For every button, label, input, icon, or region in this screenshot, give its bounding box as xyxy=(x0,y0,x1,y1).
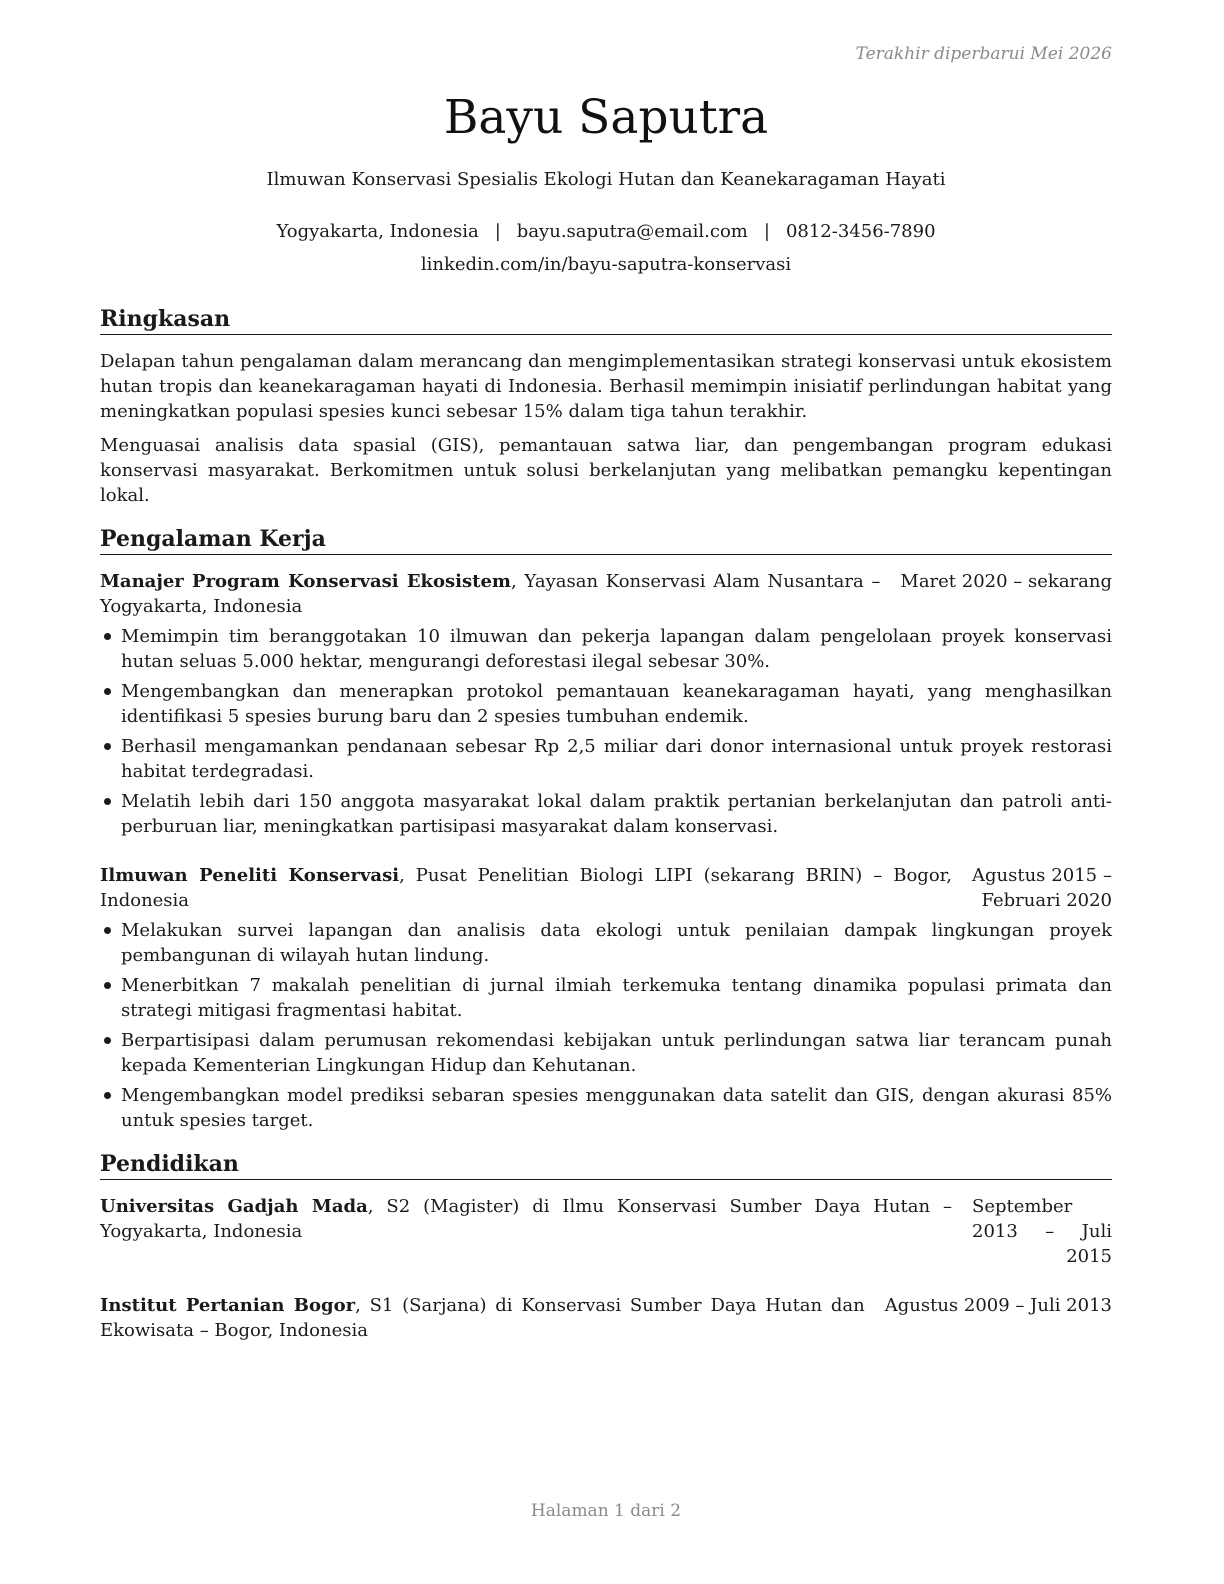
contact-separator: | xyxy=(763,221,770,242)
education-section xyxy=(100,1149,1112,1343)
job-bullet: Berhasil mengamankan pendanaan sebesar Rp 2,5 miliar dari donor internasional untuk proyek restorasi habitat terdegradasi. xyxy=(100,734,1112,784)
candidate-tagline: Ilmuwan Konservasi Spesialis Ekologi Hutan dan Keanekaragaman Hayati xyxy=(266,169,946,190)
job-organization: , Yayasan Konservasi Alam Nusantara – Yogyakarta, Indonesia xyxy=(100,571,881,617)
contact-line xyxy=(100,219,1112,245)
contact-location: Yogyakarta, Indonesia xyxy=(276,221,479,242)
job-organization: , Pusat Penelitian Biologi LIPI (sekarang BRIN) – Bogor, Indonesia xyxy=(100,865,952,911)
candidate-name: Bayu Saputra xyxy=(443,90,769,145)
job-bullet: Melatih lebih dari 150 anggota masyarakat lokal dalam praktik pertanian berkelanjutan dan patroli anti-perburuan liar, meningkatkan partisipasi masyarakat dalam konservasi. xyxy=(100,789,1112,839)
contact-separator: | xyxy=(494,221,501,242)
job-bullet: Menerbitkan 7 makalah penelitian di jurnal ilmiah terkemuka tentang dinamika populasi primata dan strategi mitigasi fragmentasi habitat. xyxy=(100,973,1112,1023)
job-bullet: Mengembangkan model prediksi sebaran spesies menggunakan data satelit dan GIS, dengan akurasi 85% untuk spesies target. xyxy=(100,1083,1112,1133)
job-title-line xyxy=(100,863,972,913)
job-header xyxy=(100,863,1112,913)
education-entry xyxy=(100,1194,1112,1269)
school-name: Institut Pertanian Bogor xyxy=(100,1295,356,1316)
job-role: Manajer Program Konservasi Ekosistem xyxy=(100,571,511,592)
education-header xyxy=(100,1293,1112,1343)
school-detail: , S2 (Magister) di Ilmu Konservasi Sumber Daya Hutan – Yogyakarta, Indonesia xyxy=(100,1196,952,1242)
job-bullet: Berpartisipasi dalam perumusan rekomendasi kebijakan untuk perlindungan satwa liar terancam punah kepada Kementerian Lingkungan Hidup dan Kehutanan. xyxy=(100,1028,1112,1078)
summary-heading: Ringkasan xyxy=(100,304,1112,335)
contact-phone: 0812-3456-7890 xyxy=(785,221,936,242)
job-bullet: Mengembangkan dan menerapkan protokol pemantauan keanekaragaman hayati, yang menghasilkan identifikasi 5 spesies burung baru dan 2 spesies tumbuhan endemik. xyxy=(100,679,1112,729)
page-number: Halaman 1 dari 2 xyxy=(530,1501,682,1521)
summary-paragraph: Menguasai analisis data spasial (GIS), pemantauan satwa liar, dan pengembangan program edukasi konservasi masyarakat. Berkomitmen untuk solusi berkelanjutan yang melibatkan pemangku kepentingan lokal. xyxy=(100,435,1112,506)
summary-section xyxy=(100,304,1112,508)
education-title-line xyxy=(100,1194,972,1244)
experience-section xyxy=(100,524,1112,1133)
education-title-line xyxy=(100,1293,885,1343)
job-entry xyxy=(100,569,1112,839)
resume-page xyxy=(100,0,1112,1584)
education-heading: Pendidikan xyxy=(100,1149,1112,1180)
education-header xyxy=(100,1194,1112,1269)
job-bullets xyxy=(100,918,1112,1133)
summary-paragraph: Delapan tahun pengalaman dalam merancang dan mengimplementasikan strategi konservasi untuk ekosistem hutan tropis dan keanekaragaman hayati di Indonesia. Berhasil memimpin inisiatif perlindungan habitat yang meningkatkan populasi spesies kunci sebesar 15% dalam tiga tahun terakhir. xyxy=(100,351,1112,422)
job-bullet: Melakukan survei lapangan dan analisis data ekologi untuk penilaian dampak lingkungan proyek pembangunan di wilayah hutan lindung. xyxy=(100,918,1112,968)
job-date: Agustus 2015 – Februari 2020 xyxy=(972,865,1112,911)
experience-heading: Pengalaman Kerja xyxy=(100,524,1112,555)
school-detail: , S1 (Sarjana) di Konservasi Sumber Daya Hutan dan Ekowisata – Bogor, Indonesia xyxy=(100,1295,865,1341)
job-role: Ilmuwan Peneliti Konservasi xyxy=(100,865,400,886)
job-title-line xyxy=(100,569,900,619)
contact-email[interactable]: bayu.saputra@email.com xyxy=(516,221,748,242)
job-header xyxy=(100,569,1112,619)
education-date: Agustus 2009 – Juli 2013 xyxy=(884,1295,1112,1316)
school-name: Universitas Gadjah Mada xyxy=(100,1196,368,1217)
education-entry xyxy=(100,1293,1112,1343)
resume-content xyxy=(100,304,1112,1343)
last-updated-note: Terakhir diperbarui Mei 2026 xyxy=(855,44,1112,64)
contact-linkedin[interactable]: linkedin.com/in/bayu-saputra-konservasi xyxy=(420,254,792,275)
education-date: September 2013 – Juli 2015 xyxy=(972,1196,1112,1267)
job-bullets xyxy=(100,624,1112,839)
job-bullet: Memimpin tim beranggotakan 10 ilmuwan dan pekerja lapangan dalam pengelolaan proyek konservasi hutan seluas 5.000 hektar, mengurangi deforestasi ilegal sebesar 30%. xyxy=(100,624,1112,674)
job-entry xyxy=(100,863,1112,1133)
job-date: Maret 2020 – sekarang xyxy=(900,571,1112,592)
